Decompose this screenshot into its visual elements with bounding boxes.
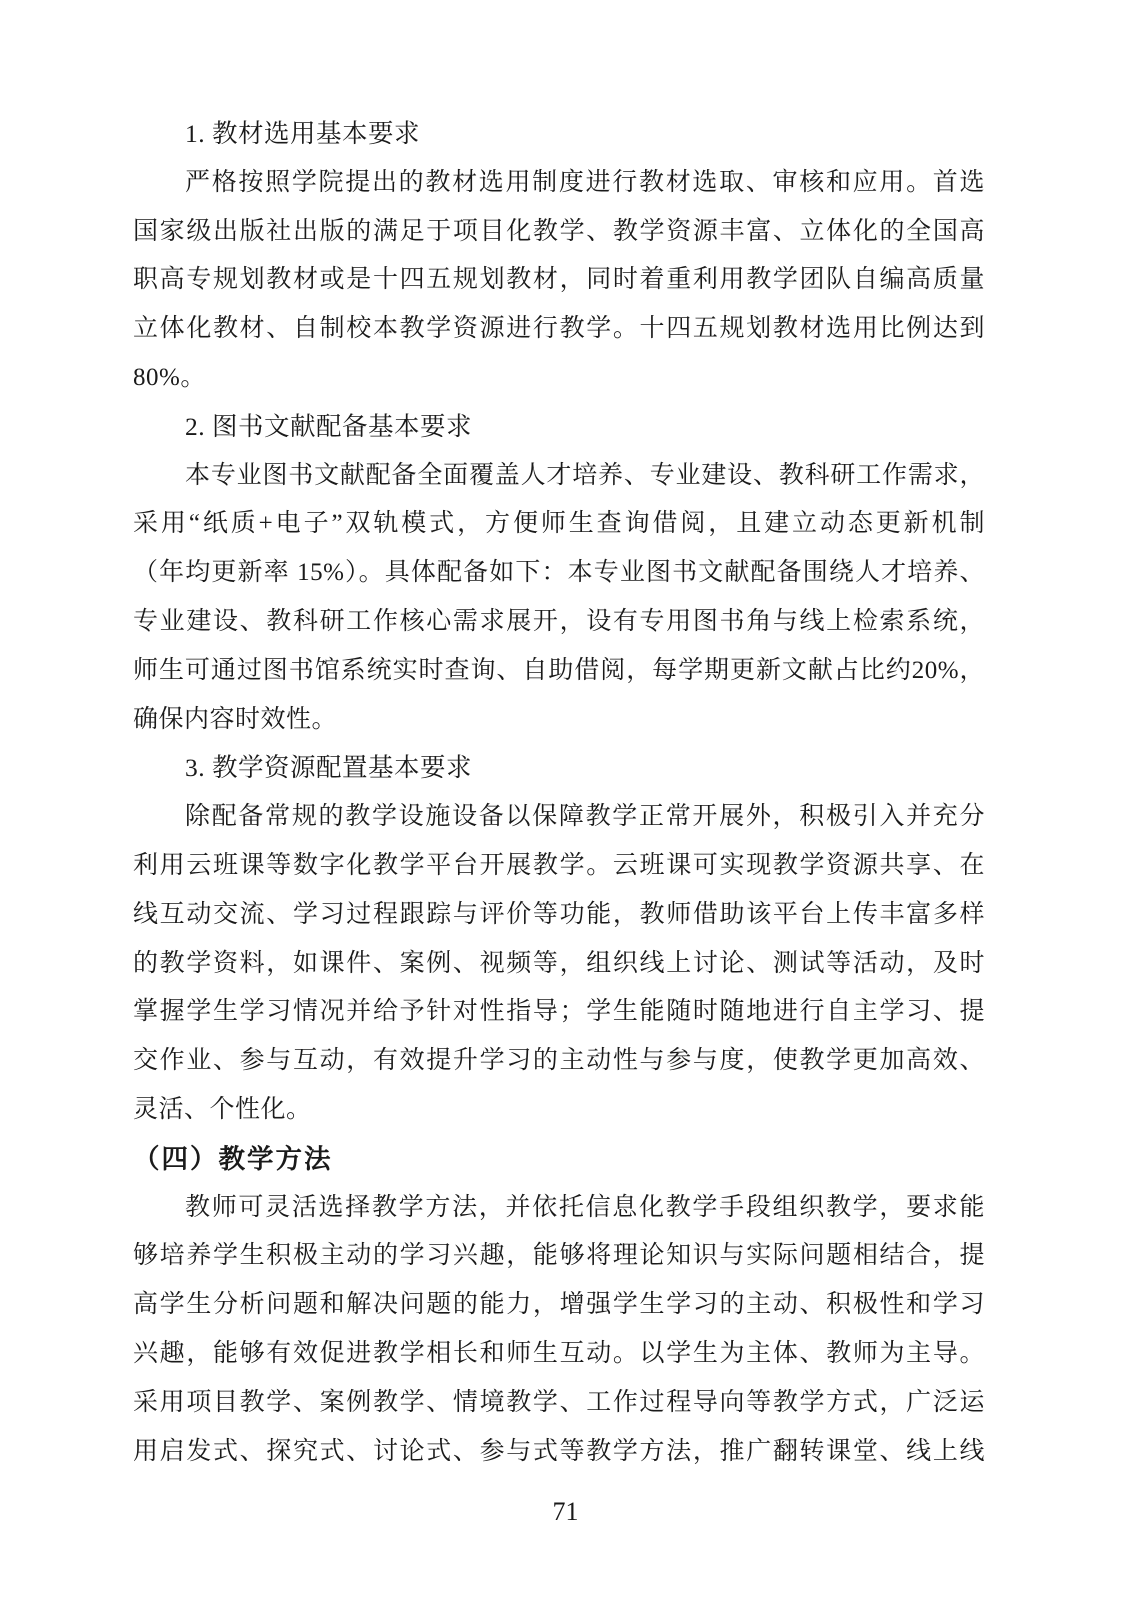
subheading: 2. 图书文献配备基本要求 <box>185 411 473 441</box>
paragraph-line: 除配备常规的教学设施设备以保障教学正常开展外，积极引入并充分 <box>185 803 985 831</box>
paragraph-line: 采用项目教学、案例教学、情境教学、工作过程导向等教学方式，广泛运 <box>133 1388 985 1416</box>
paragraph-line: 80%。 <box>133 363 206 391</box>
paragraph-line: 够培养学生积极主动的学习兴趣，能够将理论知识与实际问题相结合，提 <box>133 1242 985 1270</box>
paragraph-line: 线互动交流、学习过程跟踪与评价等功能，教师借助该平台上传丰富多样 <box>133 900 985 928</box>
paragraph-line: 职高专规划教材或是十四五规划教材，同时着重利用教学团队自编高质量 <box>133 266 985 294</box>
paragraph-line: 交作业、参与互动，有效提升学习的主动性与参与度，使教学更加高效、 <box>133 1047 985 1075</box>
paragraph-line: 国家级出版社出版的满足于项目化教学、教学资源丰富、立体化的全国高 <box>133 217 985 245</box>
paragraph-line: 采用“纸质+电子”双轨模式，方便师生查询借阅，且建立动态更新机制 <box>133 510 985 538</box>
paragraph-line: 立体化教材、自制校本教学资源进行教学。十四五规划教材选用比例达到 <box>133 315 985 343</box>
paragraph-line: （年均更新率 15%）。具体配备如下：本专业图书文献配备围绕人才培养、 <box>133 559 985 587</box>
paragraph-line: 高学生分析问题和解决问题的能力，增强学生学习的主动、积极性和学习 <box>133 1291 985 1319</box>
subheading: 1. 教材选用基本要求 <box>185 119 421 148</box>
paragraph-line: 兴趣，能够有效促进教学相长和师生互动。以学生为主体、教师为主导。 <box>133 1339 985 1367</box>
paragraph-line: 本专业图书文献配备全面覆盖人才培养、专业建设、教科研工作需求， <box>185 461 985 489</box>
document-content <box>133 110 985 1476</box>
paragraph-line: 师生可通过图书馆系统实时查询、自助借阅，每学期更新文献占比约20%， <box>133 656 985 684</box>
paragraph-line: 确保内容时效性。 <box>133 705 338 733</box>
paragraph-line: 利用云班课等数字化教学平台开展教学。云班课可实现教学资源共享、在 <box>133 851 985 879</box>
paragraph-line: 掌握学生学习情况并给予针对性指导；学生能随时随地进行自主学习、提 <box>133 998 985 1026</box>
paragraph-line: 灵活、个性化。 <box>133 1095 312 1123</box>
page-number: 71 <box>552 1497 579 1526</box>
paragraph-line: 严格按照学院提出的教材选用制度进行教材选取、审核和应用。首选 <box>185 168 985 196</box>
section-heading: （四）教学方法 <box>133 1143 333 1174</box>
paragraph-line: 专业建设、教科研工作核心需求展开，设有专用图书角与线上检索系统， <box>133 607 985 635</box>
paragraph-line: 用启发式、探究式、讨论式、参与式等教学方法，推广翻转课堂、线上线 <box>133 1437 985 1465</box>
paragraph-line: 的教学资料，如课件、案例、视频等，组织线上讨论、测试等活动，及时 <box>133 949 985 977</box>
paragraph-line: 教师可灵活选择教学方法，并依托信息化教学手段组织教学，要求能 <box>185 1193 985 1221</box>
subheading: 3. 教学资源配置基本要求 <box>185 753 473 783</box>
